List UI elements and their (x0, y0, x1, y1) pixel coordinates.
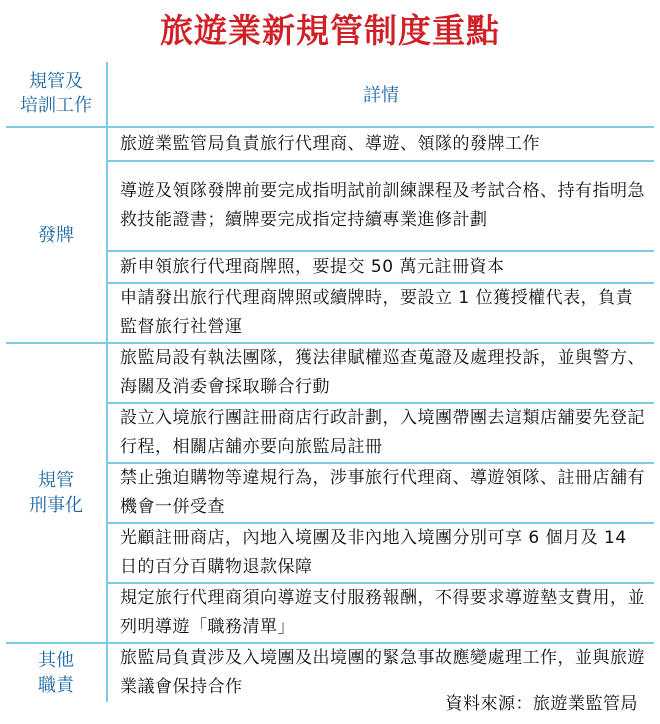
category-label: 職責 (38, 675, 74, 696)
header-category-line-1: 規管及 (29, 71, 83, 92)
source-credit: 資料來源：旅遊業監管局 (445, 694, 638, 714)
detail-text: 導遊及領隊發牌前要完成指明試前訓練課程及考試合格、持有指明急救技能證書；續牌要完成指定持續專業進修計劃 (120, 181, 645, 230)
category-label: 發牌 (38, 224, 74, 246)
detail-text: 申請發出旅行代理商牌照或續牌時，要設立 1 位獲授權代表，負責監督旅行社營運 (120, 288, 634, 337)
detail-text: 旅監局負責涉及入境團及出境團的緊急事故應變處理工作，並與旅遊業議會保持合作 (120, 648, 645, 697)
detail-row (108, 250, 654, 282)
detail-text: 旅遊業監管局負責旅行代理商、導遊、領隊的發牌工作 (120, 133, 540, 154)
detail-text: 設立入境旅行團註冊商店行政計劃，入境團帶團去這類店舖要先登記行程，相關店舖亦要向旅監局註冊 (120, 408, 645, 457)
detail-row (108, 402, 654, 462)
header-category-line-2: 培訓工作 (20, 95, 92, 116)
category-label: 規管 (38, 470, 74, 491)
detail-text: 規定旅行代理商須向導遊支付服務報酬，不得要求導遊墊支費用，並列明導遊「職務清單」 (120, 588, 645, 637)
detail-row (108, 462, 654, 522)
detail-row (108, 522, 654, 582)
section-licensing (6, 126, 654, 342)
regulation-table (6, 62, 654, 702)
detail-text: 新申領旅行代理商牌照，要提交 50 萬元註冊資本 (120, 256, 505, 277)
detail-row (108, 582, 654, 642)
detail-text: 旅監局設有執法團隊，獲法律賦權巡查蒐證及處理投訴，並與警方、海關及消委會採取聯合行動 (120, 348, 645, 397)
detail-row (108, 282, 654, 342)
table-header (6, 62, 654, 126)
category-cell-other-duties (6, 642, 108, 702)
header-category-cell (6, 62, 108, 126)
category-cell-licensing (6, 126, 108, 342)
category-label: 刑事化 (29, 495, 83, 516)
detail-row (108, 160, 654, 250)
category-cell-regulation (6, 342, 108, 642)
header-details-cell: 詳情 (363, 85, 399, 106)
page-title: 旅遊業新規管制度重點 (160, 11, 500, 50)
detail-row (108, 342, 654, 402)
detail-row (108, 126, 654, 160)
detail-text: 光顧註冊商店，內地入境團及非內地入境團分別可享 6 個月及 14 日的百分百購物退款保障 (120, 528, 627, 577)
section-regulation (6, 342, 654, 642)
detail-text: 禁止強迫購物等違規行為，涉事旅行代理商、導遊領隊、註冊店舖有機會一併受查 (120, 468, 645, 517)
category-label: 其他 (38, 650, 74, 671)
